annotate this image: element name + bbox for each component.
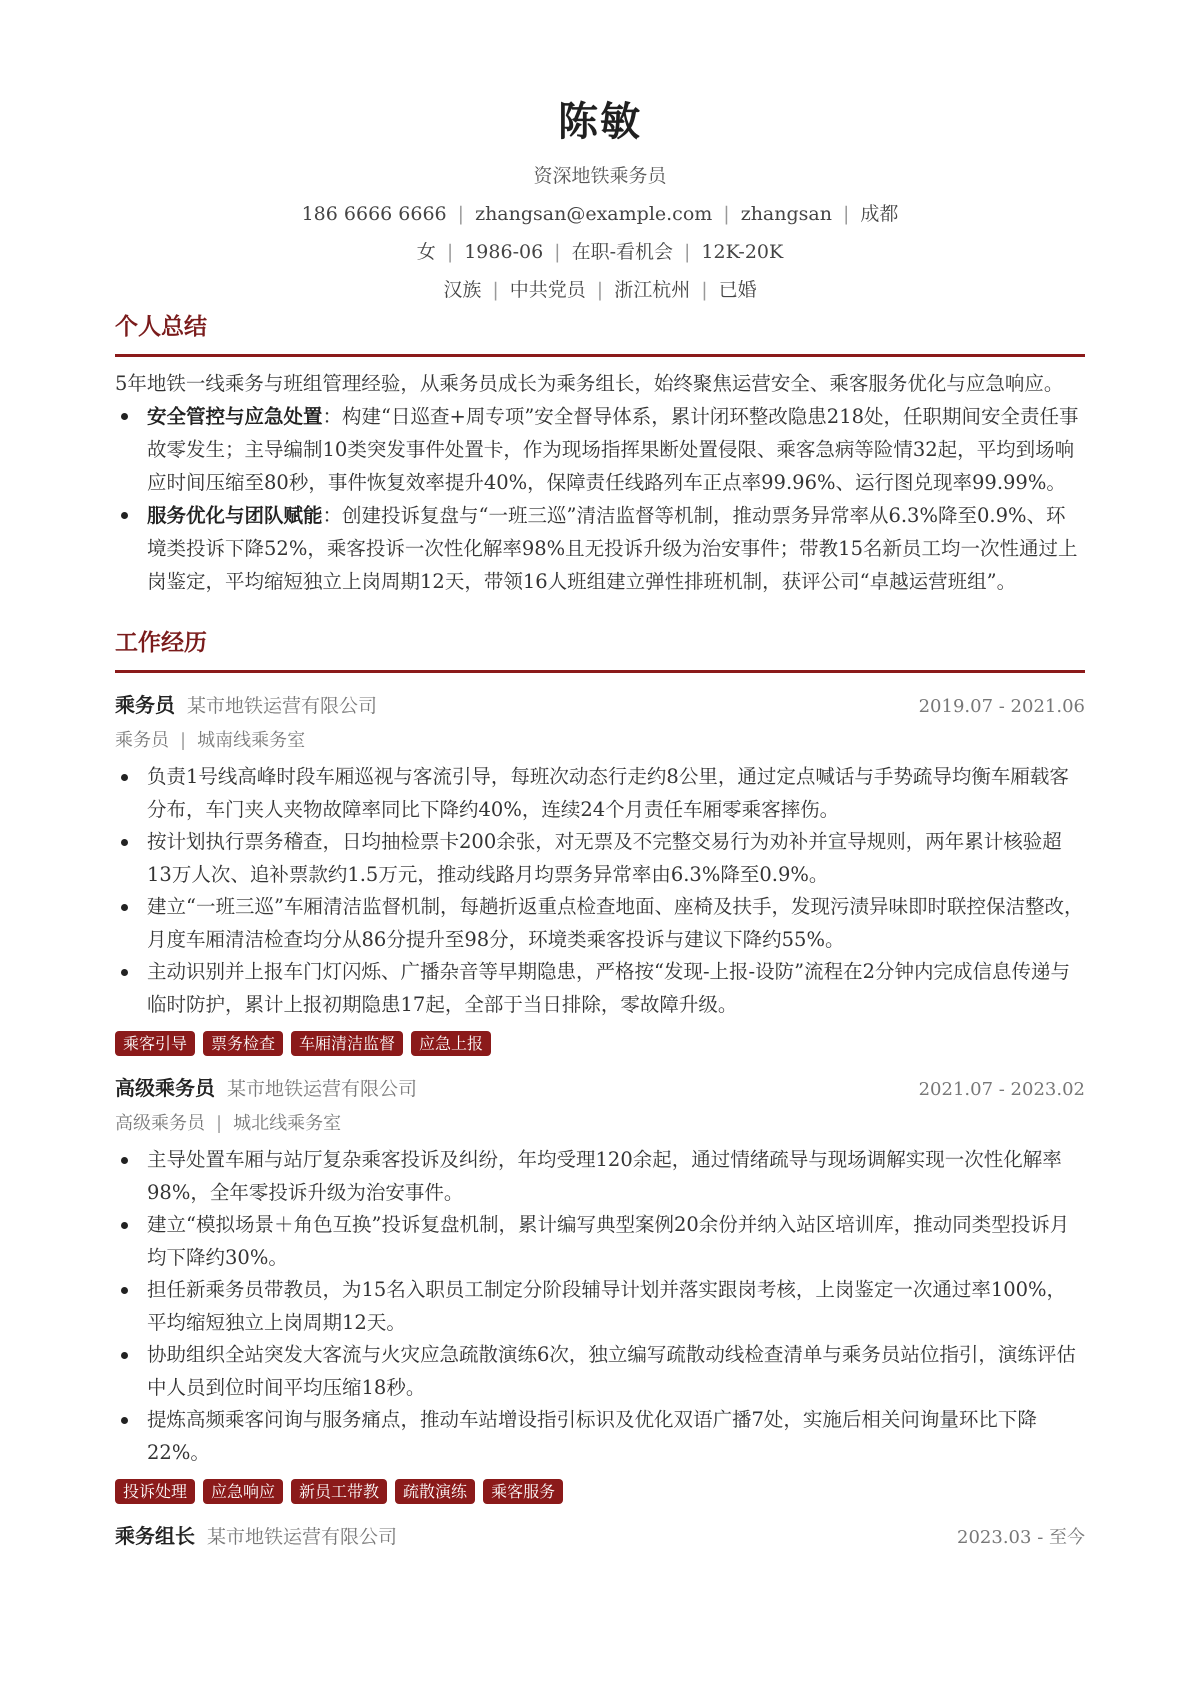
section-title-experience: 工作经历 [115, 628, 1085, 673]
political-status: 中共党员 [509, 279, 586, 301]
job-position: 乘务员 [115, 730, 169, 751]
phone: 186 6666 6666 [301, 203, 447, 225]
summary-intro: 5年地铁一线乘务与班组管理经验，从乘务员成长为乘务组长，始终聚焦运营安全、乘客服务优化与应急响应。 [115, 372, 1064, 395]
skill-tag: 票务检查 [203, 1031, 283, 1056]
job-position: 高级乘务员 [115, 1113, 205, 1134]
skill-tag: 乘客服务 [483, 1479, 563, 1504]
job-header [115, 691, 1085, 721]
separator: | [216, 1113, 223, 1134]
job-header [115, 1074, 1085, 1104]
skill-tags [115, 1031, 1085, 1056]
job-date: 2021.07 - 2023.02 [918, 1079, 1085, 1100]
job-bullet: 主导处置车厢与站厅复杂乘客投诉及纠纷，年均受理120余起，通过情绪疏导与现场调解实现一次性化解率98%，全年零投诉升级为治安事件。 [115, 1144, 1085, 1209]
gender: 女 [416, 241, 436, 263]
candidate-title: 资深地铁乘务员 [533, 165, 667, 187]
ethnicity: 汉族 [443, 279, 482, 301]
skill-tag: 车厢清洁监督 [291, 1031, 403, 1056]
separator: | [457, 203, 465, 225]
job-header [115, 1522, 1085, 1552]
summary-list [115, 400, 1085, 598]
basic-info-row [115, 240, 1085, 264]
job-bullet: 主动识别并上报车门灯闪烁、广播杂音等早期隐患，严格按“发现-上报-设防”流程在2分钟内完成信息传递与临时防护，累计上报初期隐患17起，全部于当日排除，零故障升级。 [115, 956, 1085, 1021]
marital-status: 已婚 [718, 279, 757, 301]
job-company: 某市地铁运营有限公司 [207, 1526, 398, 1548]
summary-item-key: 安全管控与应急处置 [147, 405, 323, 428]
job-date: 2023.03 - 至今 [957, 1527, 1085, 1548]
job-role: 乘务员 [115, 693, 175, 717]
birth-date: 1986-06 [464, 241, 544, 263]
experience-section [115, 628, 1085, 1552]
job-company: 某市地铁运营有限公司 [227, 1078, 418, 1100]
job-department: 城南线乘务室 [197, 730, 306, 751]
extra-info-row [115, 278, 1085, 302]
job-department: 城北线乘务室 [233, 1113, 342, 1134]
job-role: 高级乘务员 [115, 1076, 215, 1100]
job-bullet: 建立“一班三巡”车厢清洁监督机制，每趟折返重点检查地面、座椅及扶手，发现污渍异味即时联控保洁整改，月度车厢清洁检查均分从86分提升至98分，环境类乘客投诉与建议下降约55%。 [115, 891, 1085, 956]
section-title-summary: 个人总结 [115, 312, 1085, 357]
email: zhangsan@example.com [475, 203, 713, 225]
contact-row [115, 202, 1085, 226]
job-subtitle [115, 1112, 1085, 1136]
job-company: 某市地铁运营有限公司 [187, 695, 378, 717]
separator: | [446, 241, 454, 263]
job-bullet: 按计划执行票务稽查，日均抽检票卡200余张，对无票及不完整交易行为劝补并宣导规则，两年累计核验超13万人次、追补票款约1.5万元，推动线路月均票务异常率由6.3%降至0.9%。 [115, 826, 1085, 891]
job-entry [115, 1522, 1085, 1552]
separator: | [492, 279, 499, 301]
separator: | [596, 279, 604, 301]
separator: | [842, 203, 850, 225]
skill-tag: 新员工带教 [291, 1479, 387, 1504]
summary-item-text: ：构建“日巡查+周专项”安全督导体系，累计闭环整改隐患218处，任职期间安全责任事故零发生；主导编制10类突发事件处置卡，作为现场指挥果断处置侵限、乘客急病等险情32起，平均到场响应时间压缩至80秒，事件恢复效率提升40%，保障责任线路列车正点率99.96%、运行图兑现率99.99%。 [147, 405, 1079, 494]
summary-item-key: 服务优化与团队赋能 [147, 504, 323, 527]
job-bullet: 提炼高频乘客问询与服务痛点，推动车站增设指引标识及优化双语广播7处，实施后相关问询量环比下降22%。 [115, 1404, 1085, 1469]
job-role: 乘务组长 [115, 1524, 195, 1548]
separator: | [684, 241, 691, 263]
job-bullet: 协助组织全站突发大客流与火灾应急疏散演练6次，独立编写疏散动线检查清单与乘务员站位指引，演练评估中人员到位时间平均压缩18秒。 [115, 1339, 1085, 1404]
job-entry [115, 691, 1085, 1056]
job-bullet: 负责1号线高峰时段车厢巡视与客流引导，每班次动态行走约8公里，通过定点喊话与手势疏导均衡车厢载客分布，车门夹人夹物故障率同比下降约40%，连续24个月责任车厢零乘客摔伤。 [115, 761, 1085, 826]
hometown: 浙江杭州 [614, 279, 691, 301]
skill-tag: 投诉处理 [115, 1479, 195, 1504]
job-bullets [115, 1144, 1085, 1469]
skill-tag: 乘客引导 [115, 1031, 195, 1056]
job-bullet: 建立“模拟场景＋角色互换”投诉复盘机制，累计编写典型案例20余份并纳入站区培训库，推动同类型投诉月均下降约30%。 [115, 1209, 1085, 1274]
resume-header [115, 0, 1085, 302]
candidate-name: 陈敏 [558, 98, 642, 145]
skill-tag: 应急上报 [411, 1031, 491, 1056]
separator: | [701, 279, 708, 301]
wechat: zhangsan [740, 203, 832, 225]
job-entry [115, 1074, 1085, 1504]
summary-item [115, 400, 1085, 499]
separator: | [180, 730, 187, 751]
summary-item-text: ：创建投诉复盘与“一班三巡”清洁监督等机制，推动票务异常率从6.3%降至0.9%、环境类投诉下降52%，乘客投诉一次性化解率98%且无投诉升级为治安事件；带教15名新员工均一次性通过上岗鉴定，平均缩短独立上岗周期12天，带领16人班组建立弹性排班机制，获评公司“卓越运营班组”。 [147, 504, 1078, 593]
separator: | [723, 203, 730, 225]
job-date: 2019.07 - 2021.06 [918, 696, 1085, 717]
job-status: 在职-看机会 [571, 241, 673, 263]
expected-salary: 12K-20K [701, 241, 784, 263]
job-bullets [115, 761, 1085, 1021]
skill-tags [115, 1479, 1085, 1504]
summary-item [115, 499, 1085, 598]
job-bullet: 担任新乘务员带教员，为15名入职员工制定分阶段辅导计划并落实跟岗考核，上岗鉴定一次通过率100%，平均缩短独立上岗周期12天。 [115, 1274, 1085, 1339]
city: 成都 [860, 203, 899, 225]
summary-section [115, 312, 1085, 598]
separator: | [554, 241, 561, 263]
skill-tag: 应急响应 [203, 1479, 283, 1504]
skill-tag: 疏散演练 [395, 1479, 475, 1504]
job-subtitle [115, 729, 1085, 753]
